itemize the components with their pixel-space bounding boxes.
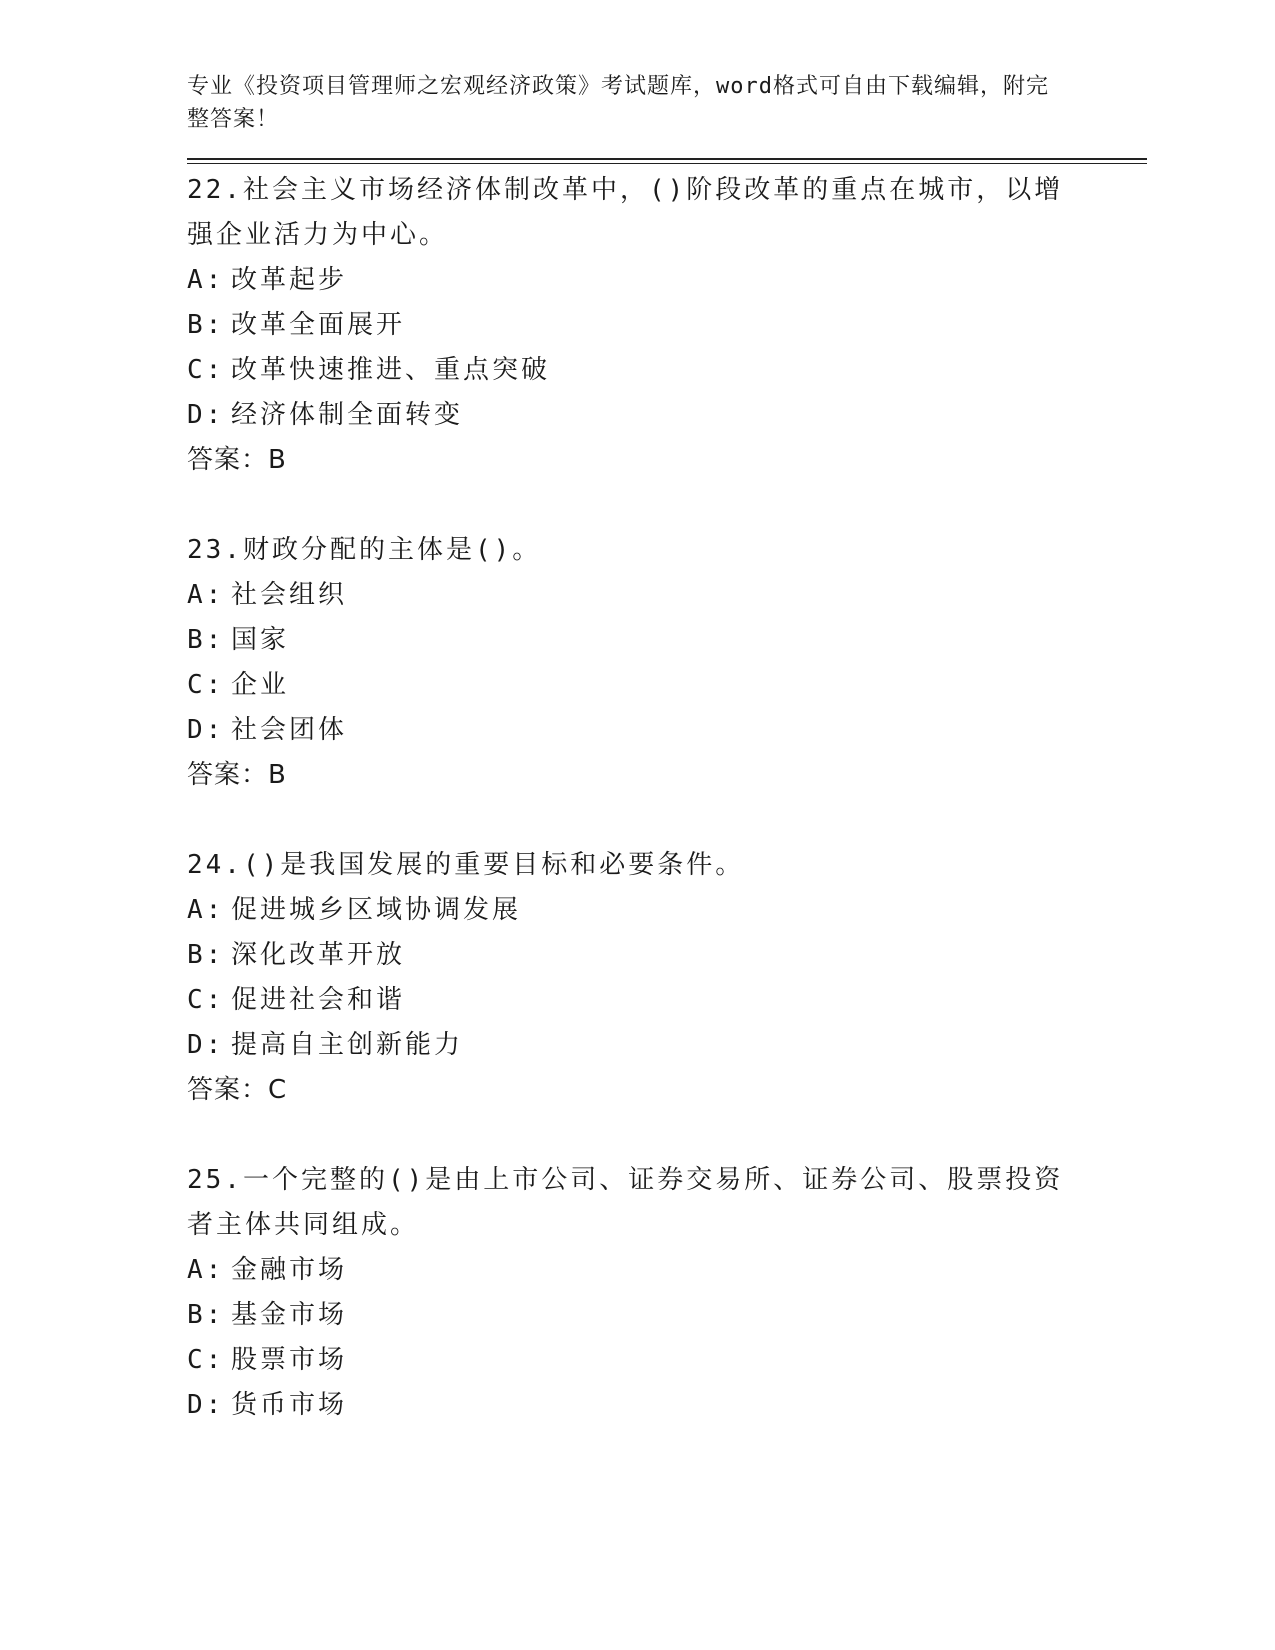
- option-text: 金融市场: [231, 1255, 348, 1285]
- option-key: B:: [187, 625, 225, 655]
- question-spacer: [187, 1113, 1147, 1158]
- option-key: A:: [187, 1255, 225, 1285]
- option-key: D:: [187, 715, 225, 745]
- option-text: 国家: [231, 625, 290, 655]
- option-key: C:: [187, 1345, 225, 1375]
- option-c: [187, 1338, 1147, 1383]
- option-d: [187, 1023, 1147, 1068]
- question-spacer: [187, 483, 1147, 528]
- option-text: 改革快速推进、重点突破: [231, 355, 551, 385]
- option-b: [187, 303, 1147, 348]
- question-22: [187, 168, 1147, 483]
- option-text: 促进城乡区域协调发展: [231, 895, 522, 925]
- option-text: 深化改革开放: [231, 940, 406, 970]
- option-text: 改革起步: [231, 265, 348, 295]
- option-text: 企业: [231, 670, 290, 700]
- option-key: B:: [187, 310, 225, 340]
- option-text: 社会团体: [231, 715, 348, 745]
- option-key: B:: [187, 1300, 225, 1330]
- option-key: B:: [187, 940, 225, 970]
- question-24: [187, 843, 1147, 1113]
- question-stem: 25.一个完整的()是由上市公司、证券交易所、证券公司、股票投资者主体共同组成。: [187, 1165, 1064, 1240]
- option-text: 促进社会和谐: [231, 985, 406, 1015]
- question-stem: 24.()是我国发展的重要目标和必要条件。: [187, 850, 745, 880]
- header-divider: [187, 158, 1147, 164]
- option-c: [187, 663, 1147, 708]
- option-a: [187, 573, 1147, 618]
- option-text: 社会组织: [231, 580, 348, 610]
- answer-line: 答案：C: [187, 1075, 288, 1105]
- option-key: D:: [187, 1390, 225, 1420]
- option-a: [187, 888, 1147, 933]
- option-text: 货币市场: [231, 1390, 348, 1420]
- option-text: 基金市场: [231, 1300, 348, 1330]
- option-text: 股票市场: [231, 1345, 348, 1375]
- question-25: [187, 1158, 1147, 1428]
- question-23: [187, 528, 1147, 798]
- option-b: [187, 933, 1147, 978]
- option-a: [187, 258, 1147, 303]
- option-key: A:: [187, 265, 225, 295]
- option-c: [187, 978, 1147, 1023]
- option-b: [187, 1293, 1147, 1338]
- question-stem: 23.财政分配的主体是()。: [187, 535, 542, 565]
- option-a: [187, 1248, 1147, 1293]
- question-spacer: [187, 798, 1147, 843]
- answer-line: 答案：B: [187, 445, 287, 475]
- option-c: [187, 348, 1147, 393]
- option-b: [187, 618, 1147, 663]
- document-header: 专业《投资项目管理师之宏观经济政策》考试题库，word格式可自由下载编辑，附完整答案！: [187, 74, 1049, 132]
- option-key: C:: [187, 355, 225, 385]
- answer-line: 答案：B: [187, 760, 287, 790]
- option-key: C:: [187, 985, 225, 1015]
- option-text: 经济体制全面转变: [231, 400, 464, 430]
- option-d: [187, 393, 1147, 438]
- document-page: [187, 70, 1147, 1428]
- option-key: A:: [187, 895, 225, 925]
- option-d: [187, 1383, 1147, 1428]
- option-text: 提高自主创新能力: [231, 1030, 464, 1060]
- option-key: C:: [187, 670, 225, 700]
- question-stem: 22.社会主义市场经济体制改革中，()阶段改革的重点在城市，以增强企业活力为中心。: [187, 175, 1064, 250]
- option-key: A:: [187, 580, 225, 610]
- option-d: [187, 708, 1147, 753]
- option-text: 改革全面展开: [231, 310, 406, 340]
- option-key: D:: [187, 1030, 225, 1060]
- option-key: D:: [187, 400, 225, 430]
